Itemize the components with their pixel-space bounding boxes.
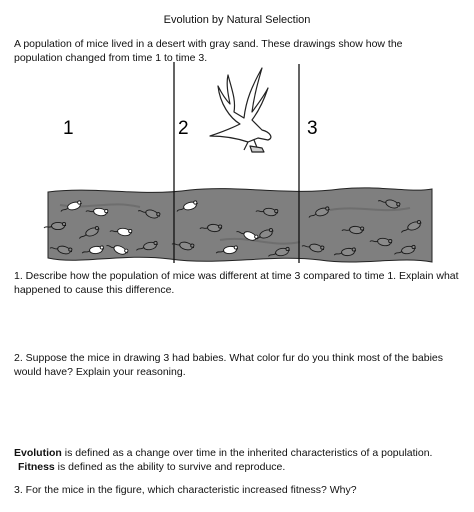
question-3: 3. For the mice in the figure, which characteristic increased fitness? Why? [14, 484, 357, 496]
hawk-icon [210, 68, 271, 152]
question-2: 2. Suppose the mice in drawing 3 had babies. What color fur do you think most of the babies would have? Explain your reasoning. [14, 352, 443, 378]
evolution-text: is defined as a change over time in the inherited characteristics of a population. [61, 447, 433, 459]
panel-number-3: 3 [307, 118, 318, 139]
intro-text: A population of mice lived in a desert with gray sand. These drawings show how the population changed from time 1 to time 3. [14, 38, 403, 64]
question-1: 1. Describe how the population of mice was different at time 3 compared to time 1. Explain what happened to cause this difference. [14, 270, 459, 296]
evolution-term: Evolution [14, 447, 62, 459]
fitness-definition [14, 461, 464, 475]
evolution-figure [0, 60, 474, 270]
definitions [14, 447, 464, 474]
evolution-definition [14, 447, 464, 461]
mouse-icon [44, 222, 66, 229]
panel-number-2: 2 [178, 118, 189, 139]
worksheet-title: Evolution by Natural Selection [163, 14, 311, 26]
sand-band [48, 188, 432, 262]
fitness-term: Fitness [18, 460, 55, 473]
fitness-text: is defined as the ability to survive and reproduce. [54, 460, 286, 473]
panel-number-1: 1 [63, 118, 74, 139]
